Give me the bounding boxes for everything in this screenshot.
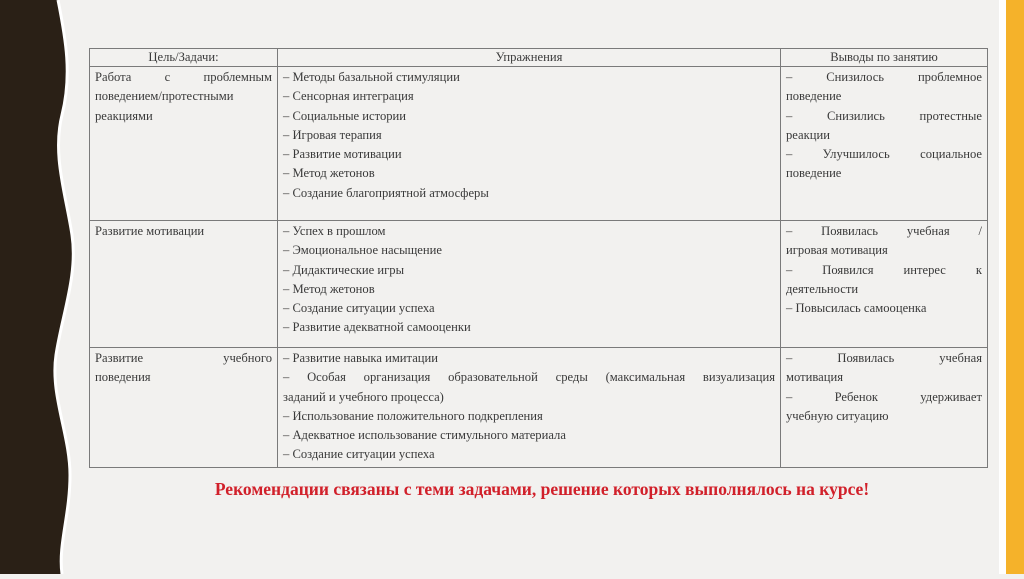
- conclusion-line: – Повысилась самооценка: [786, 301, 927, 316]
- goal-line: Работа с проблемным: [95, 70, 272, 84]
- conclusion-line: учебную ситуацию: [786, 408, 889, 423]
- exercise-item: – Адекватное использование стимульного материала: [283, 428, 566, 443]
- exercise-item: – Развитие мотивации: [283, 147, 402, 162]
- exercise-item: – Игровая терапия: [283, 127, 382, 142]
- table-row: [90, 348, 988, 468]
- exercise-item: – Сенсорная интеграция: [283, 89, 414, 104]
- exercise-item: – Создание ситуации успеха: [283, 447, 435, 462]
- conclusion-line: мотивация: [786, 370, 843, 385]
- conclusions-cell: [781, 221, 988, 348]
- goal-line: реакциями: [95, 108, 153, 123]
- exercise-item: – Методы базальной стимуляции: [283, 70, 460, 84]
- table-header-row: [90, 49, 988, 67]
- goal-cell: [90, 67, 278, 221]
- header-exercises: Упражнения: [278, 49, 781, 67]
- conclusions-cell: [781, 348, 988, 468]
- goal-line: поведением/протестными: [95, 89, 234, 104]
- exercise-item: – Создание благоприятной атмосферы: [283, 185, 489, 200]
- header-goal: Цель/Задачи:: [90, 49, 278, 67]
- exercise-item: – Развитие адекватной самооценки: [283, 320, 471, 335]
- exercise-item: – Метод жетонов: [283, 166, 375, 181]
- conclusion-line: – Появилась учебная /: [786, 224, 982, 238]
- exercises-cell: [278, 67, 781, 221]
- conclusion-line: поведение: [786, 166, 842, 181]
- goal-cell: [90, 348, 278, 468]
- exercise-table: [89, 48, 988, 468]
- exercises-cell: [278, 348, 781, 468]
- exercise-item: – Создание ситуации успеха: [283, 301, 435, 316]
- conclusion-line: – Появился интерес к: [786, 262, 982, 277]
- conclusion-line: деятельности: [786, 281, 859, 296]
- conclusion-line: – Появилась учебная: [786, 351, 982, 365]
- conclusion-line: поведение: [786, 89, 842, 104]
- exercise-item: заданий и учебного процесса): [283, 389, 444, 404]
- goal-line: Развитие мотивации: [95, 224, 205, 238]
- goal-cell: [90, 221, 278, 348]
- exercise-item: – Развитие навыка имитации: [283, 351, 438, 365]
- conclusions-cell: [781, 67, 988, 221]
- conclusion-line: – Снизились протестные: [786, 108, 982, 123]
- exercise-item: – Использование положительного подкрепления: [283, 408, 543, 423]
- conclusion-line: – Ребенок удерживает: [786, 389, 982, 404]
- exercise-item: – Метод жетонов: [283, 281, 375, 296]
- header-conclusions: Выводы по занятию: [781, 49, 988, 67]
- conclusion-line: игровая мотивация: [786, 243, 888, 258]
- conclusion-line: – Снизилось проблемное: [786, 70, 982, 84]
- conclusion-line: реакции: [786, 127, 830, 142]
- conclusion-line: – Улучшилось социальное: [786, 147, 982, 162]
- recommendation-note: Рекомендации связаны с теми задачами, решение которых выполнялось на курсе!: [214, 479, 870, 499]
- exercise-item: – Успех в прошлом: [283, 224, 386, 238]
- table-row: [90, 221, 988, 348]
- exercises-cell: [278, 221, 781, 348]
- exercise-item: – Особая организация образовательной среды (максимальная визуализация: [283, 370, 775, 385]
- exercise-item: – Эмоциональное насыщение: [283, 243, 442, 258]
- goal-line: поведения: [95, 370, 151, 385]
- goal-line: Развитие учебного: [95, 351, 272, 365]
- exercise-item: – Социальные истории: [283, 108, 407, 123]
- exercise-item: – Дидактические игры: [283, 262, 405, 277]
- table-row: [90, 67, 988, 221]
